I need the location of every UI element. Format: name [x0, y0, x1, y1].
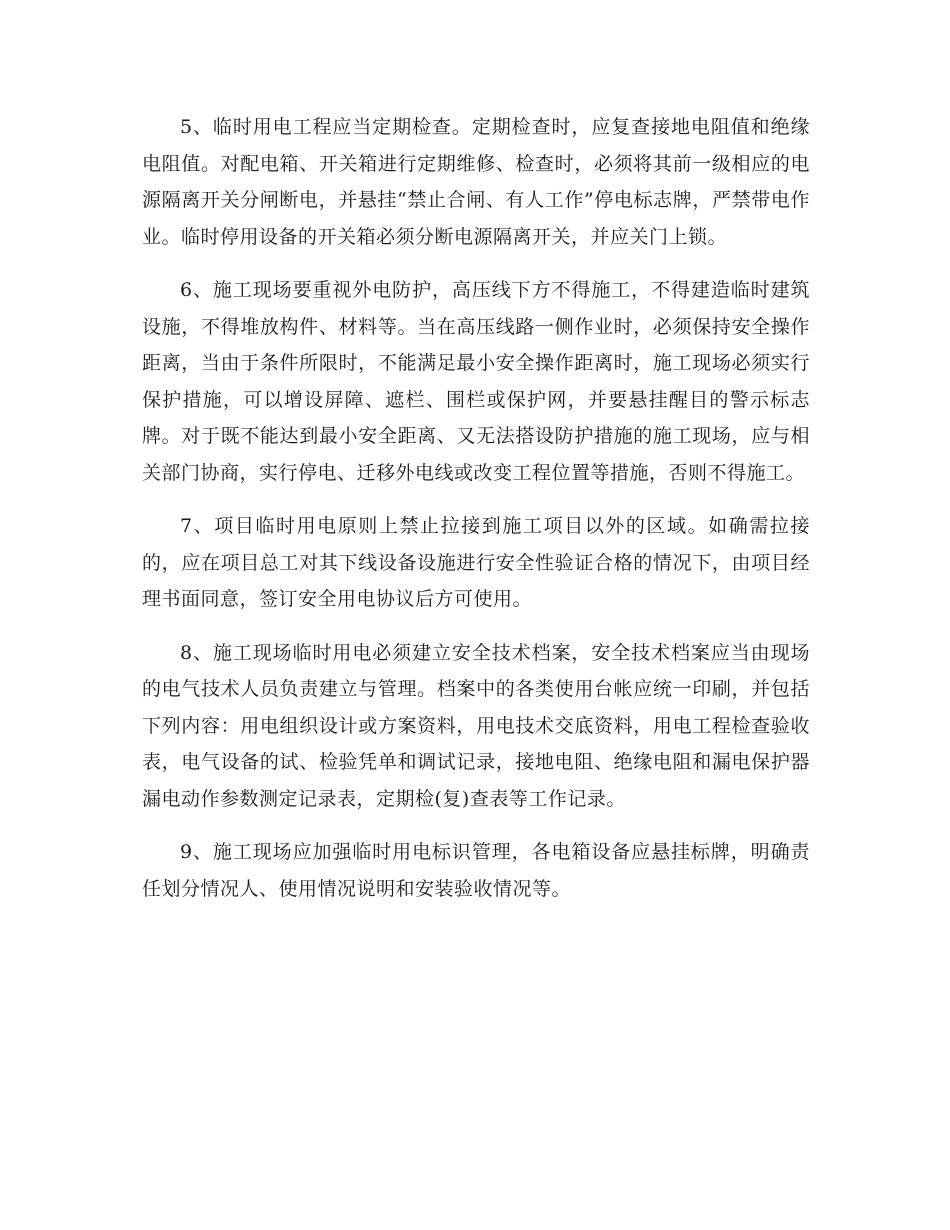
document-body — [142, 109, 810, 924]
paragraph-item-5: 5、临时用电工程应当定期检查。定期检查时，应复查接地电阻值和绝缘电阻值。对配电箱、开关箱进行定期维修、检查时，必须将其前一级相应的电源隔离开关分闸断电，并悬挂“禁止合闸、有人工作”停电标志牌，严禁带电作业。临时停用设备的开关箱必须分断电源隔离开关，并应关门上锁。 — [142, 116, 810, 248]
paragraph-item-9: 9、施工现场应加强临时用电标识管理，各电箱设备应悬挂标牌，明确责任划分情况人、使用情况说明和安装验收情况等。 — [142, 841, 810, 900]
paragraph-item-8: 8、施工现场临时用电必须建立安全技术档案，安全技术档案应当由现场的电气技术人员负责建立与管理。档案中的各类使用台帐应统一印刷，并包括下列内容：用电组织设计或方案资料，用电技术交底资料，用电工程检查验收表，电气设备的试、检验凭单和调试记录，接地电阻、绝缘电阻和漏电保护器漏电动作参数测定记录表，定期检(复)查表等工作记录。 — [142, 641, 810, 810]
paragraph-item-7: 7、项目临时用电原则上禁止拉接到施工项目以外的区域。如确需拉接的，应在项目总工对其下线设备设施进行安全性验证合格的情况下，由项目经理书面同意，签订安全用电协议后方可使用。 — [142, 515, 810, 610]
paragraph-item-6: 6、施工现场要重视外电防护，高压线下方不得施工，不得建造临时建筑设施，不得堆放构件、材料等。当在高压线路一侧作业时，必须保持安全操作距离，当由于条件所限时，不能满足最小安全操作距离时，施工现场必须实行保护措施，可以增设屏障、遮栏、围栏或保护网，并要悬挂醒目的警示标志牌。对于既不能达到最小安全距离、又无法搭设防护措施的施工现场，应与相关部门协商，实行停电、迁移外电线或改变工程位置等措施，否则不得施工。 — [142, 279, 810, 484]
